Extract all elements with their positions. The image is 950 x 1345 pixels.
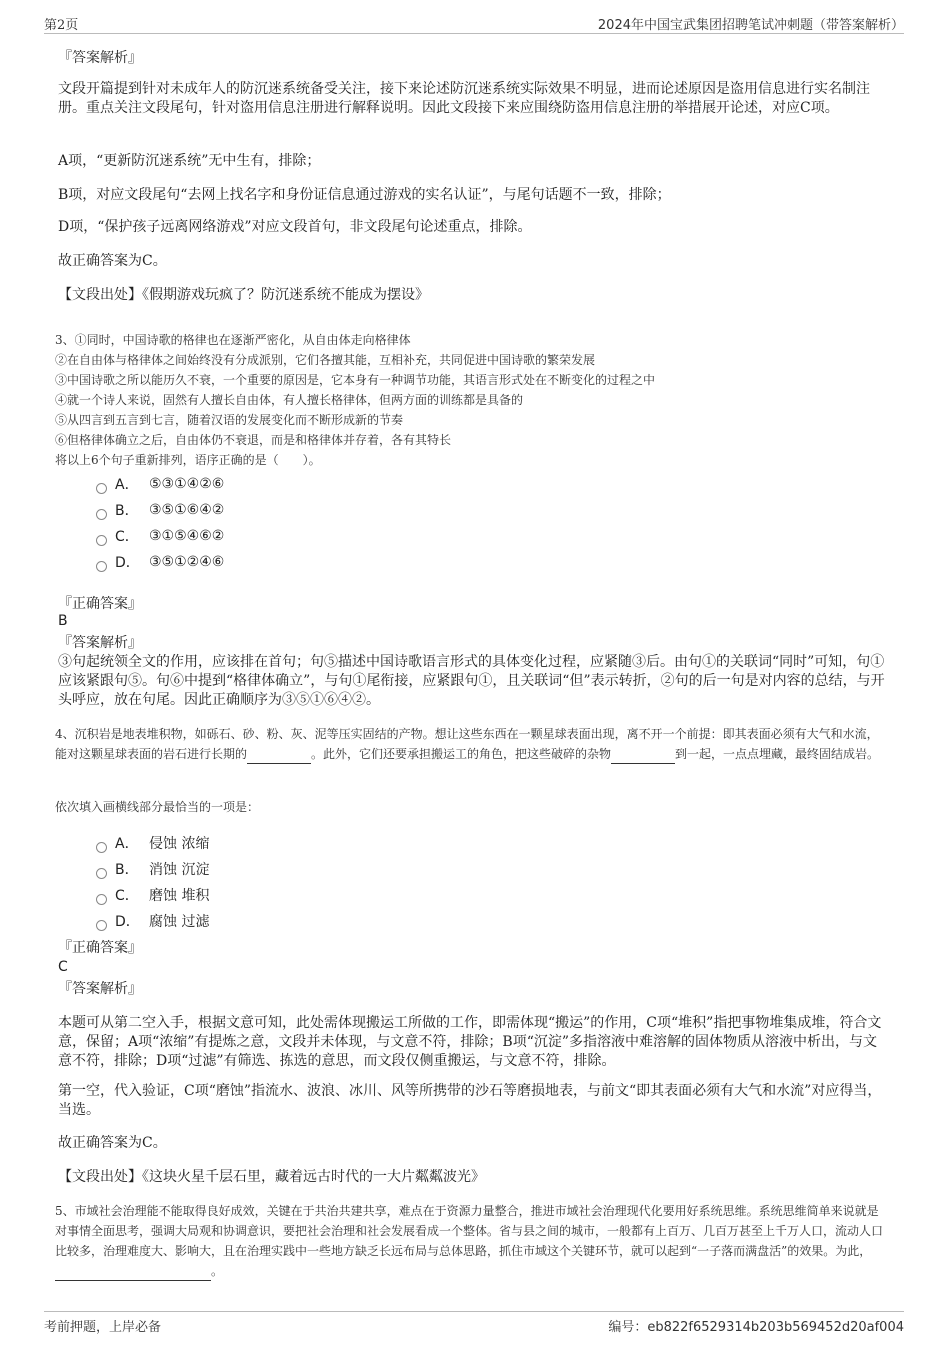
q2-analysis-label: 『答案解析』 [58, 50, 142, 66]
q3-option-b[interactable]: B． ③⑤①⑥④② [96, 500, 224, 520]
q4-option-a[interactable]: A． 侵蚀 浓缩 [96, 833, 209, 853]
q3-stem [55, 330, 888, 470]
q3-option-a[interactable]: A． ⑤③①④②⑥ [96, 474, 224, 494]
q4-option-b[interactable]: B． 消蚀 沉淀 [96, 859, 209, 879]
radio-button[interactable] [96, 483, 107, 494]
fill-blank [55, 1280, 211, 1281]
q3-line: 3、①同时，中国诗歌的格律也在逐渐严密化，从自由体走向格律体 [55, 333, 411, 347]
q3-analysis-text: ③句起统领全文的作用，应该排在首句；句⑤描述中国诗歌语言形式的具体变化过程，应紧随③后。由句①的关联词“同时”可知，句①应该紧跟句⑤。句⑥中提到“格律体确立”，与句①尾衔接，应紧跟句①，且关联词“但”表示转折，②句的后一句是对内容的总结，与开头呼应，放在句尾。因此正确顺序为③⑤①⑥④②。 [58, 654, 885, 708]
q3-correct-label: 『正确答案』 [58, 596, 142, 612]
footer-slogan: 考前押题，上岸必备 [44, 1320, 162, 1335]
radio-button[interactable] [96, 894, 107, 905]
q3-line: ⑥但格律体确立之后，自由体仍不衰退，而是和格律体并存着，各有其特长 [55, 433, 452, 447]
q3-line: ④就一个诗人来说，固然有人擅长自由体，有人擅长格律体，但两方面的训练都是具备的 [55, 393, 524, 407]
q3-line: ②在自由体与格律体之间始终没有分成派别，它们各擅其能，互相补充，共同促进中国诗歌的繁荣发展 [55, 353, 596, 367]
q4-correct-value: C [58, 959, 68, 975]
radio-button[interactable] [96, 509, 107, 520]
q4-analysis-text-2: 第一空，代入验证，C项“磨蚀”指流水、波浪、冰川、风等所携带的沙石等磨损地表，与前文“即其表面必须有大气和水流”对应得当，当选。 [58, 1083, 882, 1118]
fill-blank-1 [247, 763, 311, 764]
document-title: 2024年中国宝武集团招聘笔试冲刺题（带答案解析） [597, 18, 904, 33]
q3-option-c[interactable]: C． ③①⑤④⑥② [96, 526, 224, 546]
q4-analysis-label: 『答案解析』 [58, 981, 142, 997]
q4-stem: 4、沉积岩是地表堆积物，如砾石、砂、粉、灰、泥等压实固结的产物。想让这些东西在一颗星球表面出现，离不开一个前提：即其表面必须有大气和水流，能对这颗星球表面的岩石进行长期的 。此外，它们还要承担搬运工的角色，把这些破碎的杂物 到一起，一点点埋藏，最终固结成岩。 [55, 724, 888, 764]
q4-prompt: 依次填入画横线部分最恰当的一项是： [55, 800, 260, 814]
q2-analysis-text: 文段开篇提到针对未成年人的防沉迷系统备受关注，接下来论述防沉迷系统实际效果不明显，进而论述原因是盗用信息进行实名制注册。重点关注文段尾句，针对盗用信息注册进行解释说明。因此文段接下来应围绕防盗用信息注册的举措展开论述，对应C项。 [58, 81, 870, 116]
q3-line: ⑤从四言到五言到七言，随着汉语的发展变化而不断形成新的节奏 [55, 413, 404, 427]
page-number: 第2页 [44, 18, 79, 33]
fill-blank-2 [611, 763, 675, 764]
q5-stem: 5、市域社会治理能不能取得良好成效，关键在于共治共建共享，难点在于资源力量整合，推进市域社会治理现代化要用好系统思维。系统思维简单来说就是对事情全面思考，强调大局观和协调意识，要把社会治理和社会发展看成一个整体。省与县之间的城市，一般都有上百万、几百万甚至上千万人口，流动人口比较多，治理难度大、影响大，且在治理实践中一些地方缺乏长远布局与总体思路，抓住市域这个关键环节，就可以起到“一子落而满盘活”的效果。为此，。 [55, 1201, 888, 1281]
q4-conclusion: 故正确答案为C。 [58, 1135, 167, 1151]
q3-analysis-label: 『答案解析』 [58, 635, 142, 651]
radio-button[interactable] [96, 561, 107, 572]
q2-option-a-note: A项，“更新防沉迷系统”无中生有，排除； [58, 153, 321, 169]
q2-option-b-note: B项，对应文段尾句“去网上找名字和身份证信息通过游戏的实名认证”，与尾句话题不一致，排除； [58, 187, 671, 203]
q3-question: 将以上6个句子重新排列，语序正确的是（ ）。 [55, 453, 321, 467]
header-divider [44, 33, 904, 34]
q4-correct-label: 『正确答案』 [58, 940, 142, 956]
q3-option-d[interactable]: D． ③⑤①②④⑥ [96, 552, 224, 572]
radio-button[interactable] [96, 868, 107, 879]
radio-button[interactable] [96, 535, 107, 546]
document-id: 编号：eb822f6529314b203b569452d20af004 [608, 1320, 904, 1335]
footer-divider [44, 1311, 904, 1312]
radio-button[interactable] [96, 842, 107, 853]
q4-analysis-text-1: 本题可从第二空入手，根据文意可知，此处需体现搬运工所做的工作，即需体现“搬运”的作用，C项“堆积”指把事物堆集成堆，符合文意，保留；A项“浓缩”有提炼之意，文段并未体现，与文意不符，排除；B项“沉淀”多指溶液中难溶解的固体物质从溶液中析出，与文意不符，排除；D项“过滤”有筛选、拣选的意思，而文段仅侧重搬运，与文意不符，排除。 [58, 1015, 882, 1069]
q3-line: ③中国诗歌之所以能历久不衰，一个重要的原因是，它本身有一种调节功能，其语言形式处在不断变化的过程之中 [55, 373, 656, 387]
q4-source: 【文段出处】《这块火星千层石里，藏着远古时代的一大片粼粼波光》 [58, 1169, 485, 1185]
q3-correct-value: B [58, 613, 68, 629]
q2-option-d-note: D项，“保护孩子远离网络游戏”对应文段首句，非文段尾句论述重点，排除。 [58, 219, 532, 235]
radio-button[interactable] [96, 920, 107, 931]
q4-option-c[interactable]: C． 磨蚀 堆积 [96, 885, 209, 905]
q2-conclusion: 故正确答案为C。 [58, 253, 167, 269]
q4-option-d[interactable]: D． 腐蚀 过滤 [96, 911, 209, 931]
q2-source: 【文段出处】《假期游戏玩疯了？防沉迷系统不能成为摆设》 [58, 287, 429, 303]
